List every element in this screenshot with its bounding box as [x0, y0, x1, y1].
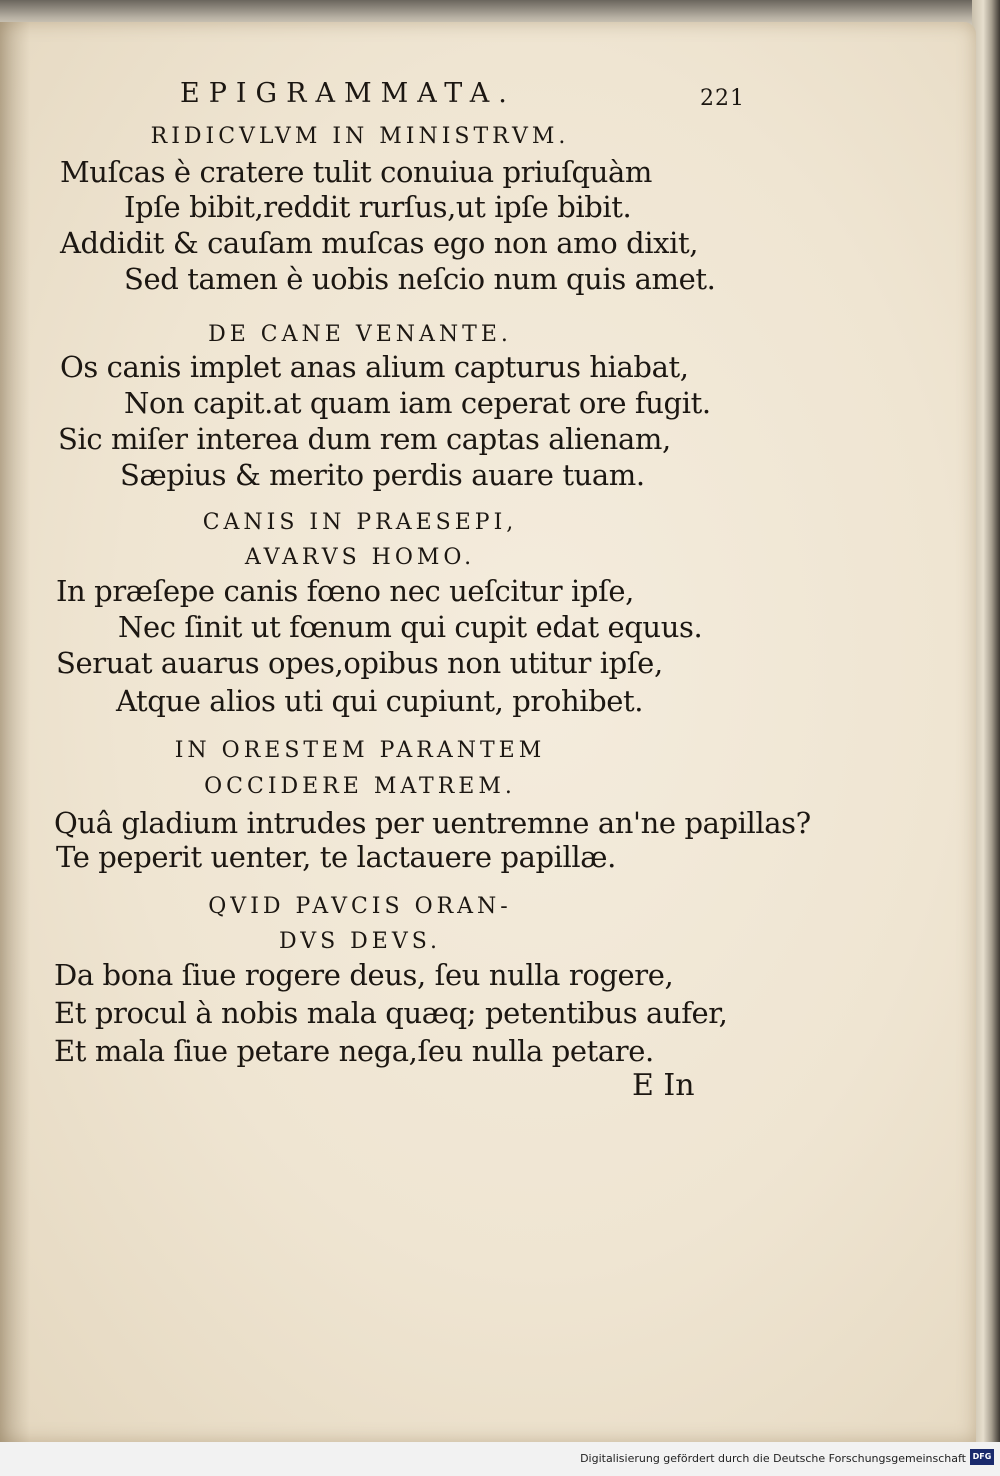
page-stack-right-edge [972, 0, 1000, 1450]
epigram-title: RIDICVLVM IN MINISTRVM. [150, 124, 570, 149]
verse-line: Non capit.at quam iam ceperat ore fugit. [124, 386, 711, 420]
verse-line: Addidit & cauſam muſcas ego non amo dixit, [60, 226, 699, 260]
verse-line: Quâ gladium intrudes per uentremne an'ne papillas? [54, 806, 811, 840]
verse-line: Muſcas è cratere tulit conuiua priuſquàm [60, 155, 652, 189]
page-number: 221 [700, 86, 745, 111]
verse-line: Sic miſer interea dum rem captas alienam, [58, 422, 671, 456]
verse-line: Te peperit uenter, te lactauere papillæ. [56, 840, 616, 874]
epigram-title: AVARVS HOMO. [244, 545, 476, 570]
catchword: E In [632, 1068, 695, 1103]
epigram-title: OCCIDERE MATREM. [204, 774, 516, 799]
epigram-title: CANIS IN PRAESEPI, [202, 510, 518, 535]
verse-line: Da bona ſiue rogere deus, ſeu nulla rogere, [54, 958, 674, 992]
epigram-title: QVID PAVCIS ORAN- [208, 894, 512, 919]
verse-line: Nec ſinit ut fœnum qui cupit edat equus. [118, 610, 703, 644]
verse-line: Seruat auarus opes,opibus non utitur ipſe, [56, 646, 663, 680]
verse-line: Atque alios uti qui cupiunt, prohibet. [116, 684, 644, 718]
epigram-title: DVS DEVS. [278, 929, 442, 954]
verse-line: Et procul à nobis mala quæq; petentibus aufer, [54, 996, 728, 1030]
verse-line: Ipſe bibit,reddit rurſus,ut ipſe bibit. [124, 190, 632, 224]
dfg-logo: DFG [970, 1449, 994, 1465]
verse-line: Sæpius & merito perdis auare tuam. [120, 458, 645, 492]
digitization-credit: Digitalisierung gefördert durch die Deutsche Forschungsgemeinschaft [580, 1452, 966, 1465]
verse-line: Et mala ſiue petare nega,ſeu nulla petare. [54, 1034, 654, 1068]
verse-line: In præſepe canis fœno nec ueſcitur ipſe, [56, 574, 634, 608]
running-head: EPIGRAMMATA. [180, 78, 516, 109]
epigram-title: IN ORESTEM PARANTEM [174, 738, 546, 763]
verse-line: Sed tamen è uobis neſcio num quis amet. [124, 262, 716, 296]
epigram-title: DE CANE VENANTE. [208, 322, 512, 347]
verse-line: Os canis implet anas alium capturus hiabat, [60, 350, 689, 384]
